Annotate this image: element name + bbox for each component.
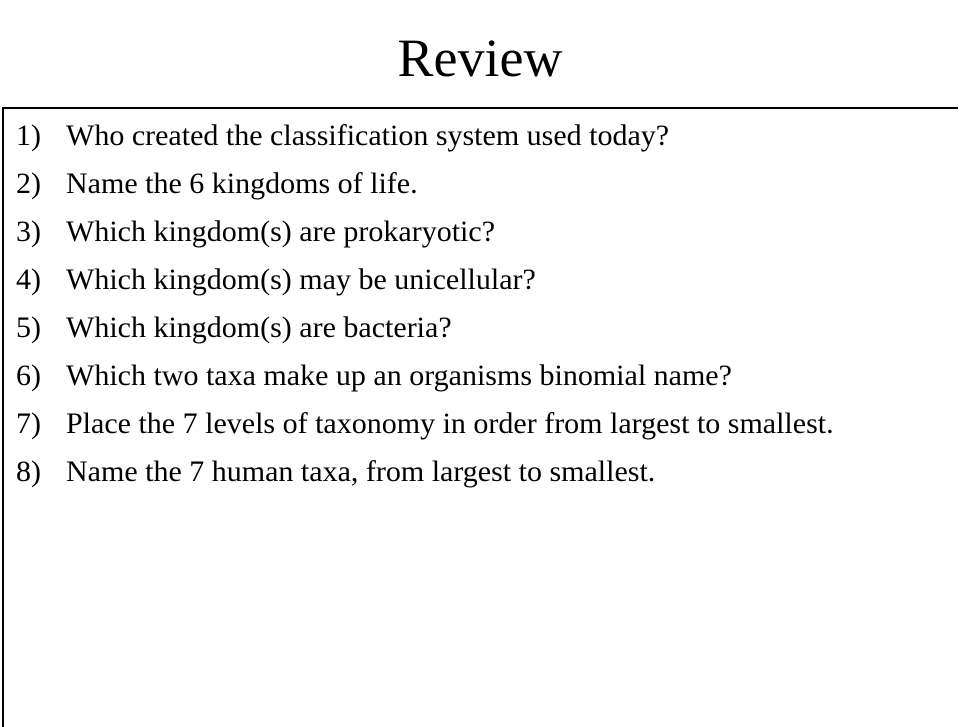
question-text: Name the 6 kingdoms of life. [66, 167, 418, 200]
question-number: 7) [16, 407, 41, 440]
question-item [16, 407, 916, 441]
question-text: Place the 7 levels of taxonomy in order from largest to smallest. [66, 407, 834, 440]
question-number: 8) [16, 455, 41, 488]
question-number: 2) [16, 167, 41, 200]
question-number: 4) [16, 263, 41, 296]
question-item [16, 311, 916, 345]
question-item [16, 263, 916, 297]
content-box [2, 107, 958, 727]
question-text: Which two taxa make up an organisms binomial name? [66, 359, 732, 392]
question-number: 3) [16, 215, 41, 248]
question-item [16, 167, 916, 201]
question-number: 1) [16, 119, 41, 152]
question-text: Name the 7 human taxa, from largest to smallest. [66, 455, 656, 488]
question-item [16, 119, 916, 153]
question-item [16, 215, 916, 249]
question-item [16, 359, 916, 393]
question-text: Which kingdom(s) are prokaryotic? [66, 215, 496, 248]
question-number: 5) [16, 311, 41, 344]
question-item [16, 455, 916, 489]
question-text: Which kingdom(s) may be unicellular? [66, 263, 536, 296]
slide-title: Review [397, 28, 563, 88]
question-number: 6) [16, 359, 41, 392]
question-text: Which kingdom(s) are bacteria? [66, 311, 452, 344]
question-list [16, 119, 916, 503]
question-text: Who created the classification system used today? [66, 119, 670, 152]
